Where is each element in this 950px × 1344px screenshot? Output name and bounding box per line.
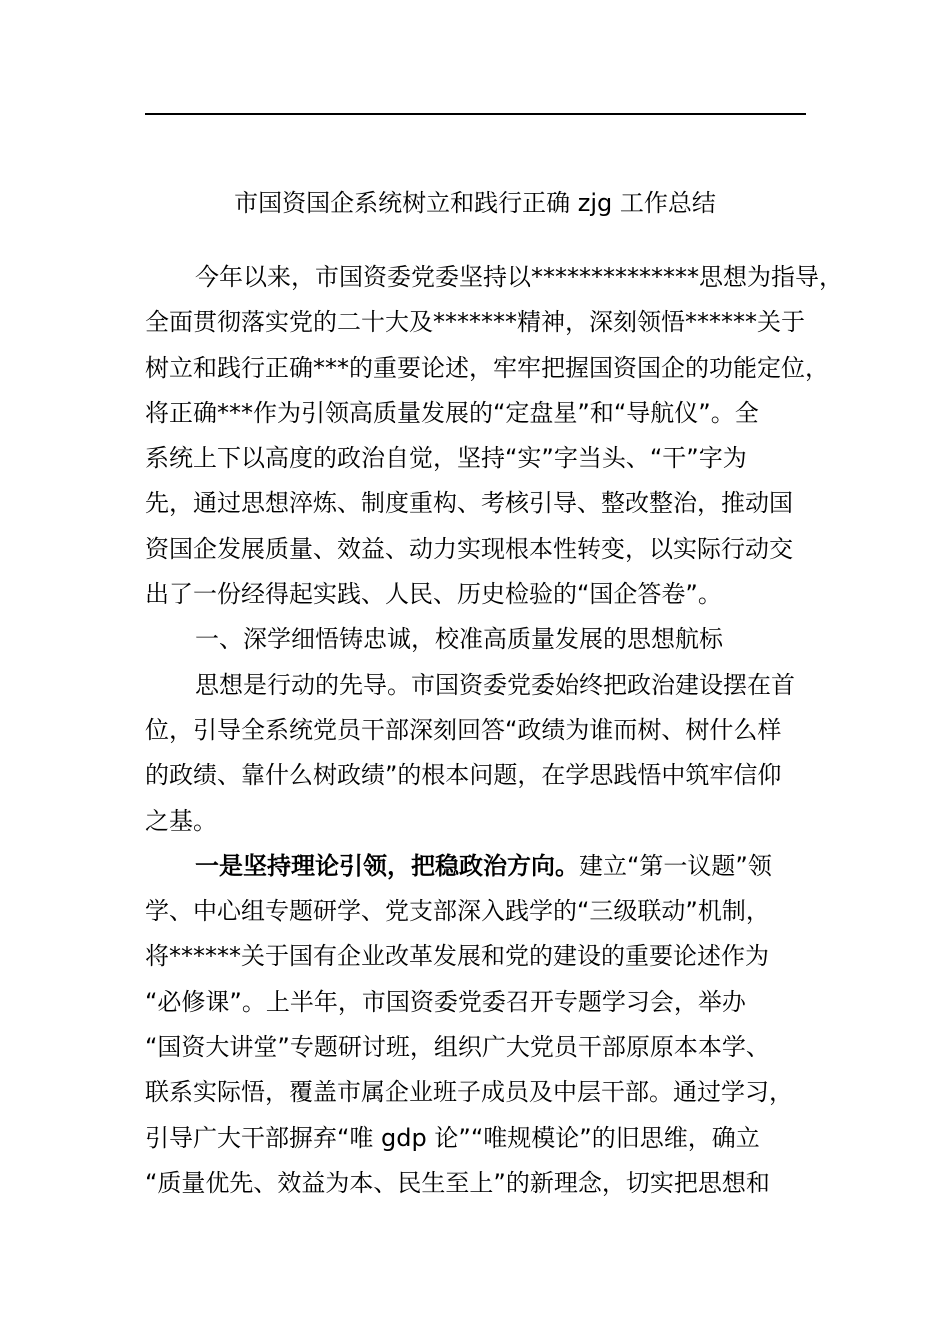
paragraph-line: 将正确***作为引领高质量发展的“定盘星”和“导航仪”。全: [145, 398, 759, 427]
paragraph-line: 今年以来，市国资委党委坚持以**************思想为指导，: [195, 263, 843, 291]
paragraph-line: 的政绩、靠什么树政绩”的根本问题，在学思践悟中筑牢信仰: [145, 761, 782, 790]
paragraph-line: 先，通过思想淬炼、制度重构、考核引导、整改整治，推动国: [145, 489, 793, 518]
section-heading: 一、深学细悟铸忠诚，校准高质量发展的思想航标: [195, 625, 723, 654]
document-title: 市国资国企系统树立和践行正确 zjg 工作总结: [234, 189, 716, 217]
bold-lead: 一是坚持理论引领，把稳政治方向。: [195, 851, 579, 880]
header-rule: [145, 113, 806, 115]
paragraph-line: 位，引导全系统党员干部深刻回答“政绩为谁而树、树什么样: [145, 715, 782, 744]
paragraph-line: 系统上下以高度的政治自觉，坚持“实”字当头、“干”字为: [145, 444, 747, 473]
paragraph-line: “必修课”。上半年，市国资委党委召开专题学习会，举办: [145, 987, 746, 1016]
paragraph-line: “国资大讲堂”专题研讨班，组织广大党员干部原原本本学、: [145, 1033, 770, 1062]
paragraph-line: 全面贯彻落实党的二十大及*******精神，深刻领悟******关于: [145, 308, 805, 337]
paragraph-line: 将******关于国有企业改革发展和党的建设的重要论述作为: [145, 942, 769, 971]
paragraph-line: 学、中心组专题研学、党支部深入践学的“三级联动”机制，: [145, 897, 770, 926]
bold-lead-rest: 建立“第一议题”领: [579, 851, 772, 880]
paragraph-line: 树立和践行正确***的重要论述，牢牢把握国资国企的功能定位，: [145, 353, 829, 382]
paragraph-line: 之基。: [145, 806, 217, 835]
paragraph-line: “质量优先、效益为本、民生至上”的新理念，切实把思想和: [145, 1168, 770, 1197]
paragraph-line: 思想是行动的先导。市国资委党委始终把政治建设摆在首: [195, 670, 795, 699]
paragraph-line: 引导广大干部摒弃“唯 gdp 论”“唯规模论”的旧思维，确立: [145, 1123, 760, 1152]
paragraph-line: 联系实际悟，覆盖市属企业班子成员及中层干部。通过学习，: [145, 1078, 793, 1107]
bold-lead-line: [145, 844, 811, 889]
document-body: [145, 255, 843, 1206]
paragraph-line: 出了一份经得起实践、人民、历史检验的“国企答卷”。: [145, 580, 722, 609]
paragraph-line: 资国企发展质量、效益、动力实现根本性转变，以实际行动交: [145, 534, 793, 563]
